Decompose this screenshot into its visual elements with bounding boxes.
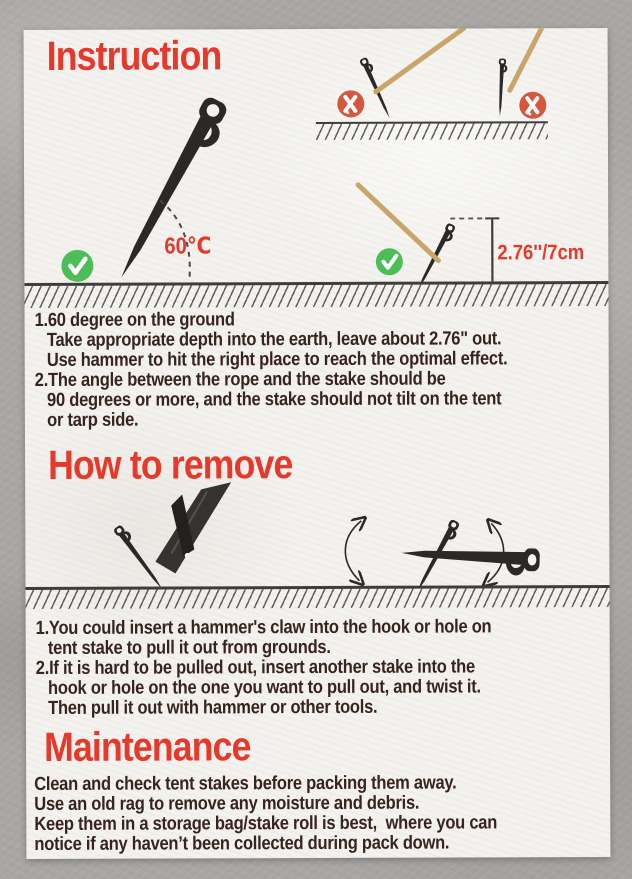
removal-steps	[36, 617, 492, 719]
section-title-remove: How to remove	[47, 441, 293, 488]
step-text: Take appropriate depth into the earth, leave about 2.76" out.	[46, 328, 502, 351]
check-circle-icon	[61, 250, 93, 282]
maintenance-line: notice if any haven’t been collected during pack down.	[34, 832, 450, 855]
check-circle-icon	[376, 248, 403, 275]
correct-depth-diagram	[344, 168, 606, 283]
cross-circle-icon	[519, 92, 546, 119]
maintenance-line: Use an old rag to remove any moisture and debris.	[34, 792, 420, 815]
step-text: 1.60 degree on the ground	[34, 309, 235, 331]
step-text: or tarp side.	[47, 409, 139, 431]
maintenance-line: Clean and check tent stakes before packing them away.	[34, 772, 457, 795]
step-text: Then pull it out with hammer or other tools.	[48, 696, 378, 719]
stake-illustration	[497, 58, 508, 116]
twist-removal-diagram	[325, 496, 580, 589]
cross-circle-icon	[337, 90, 364, 117]
step-text: tent stake to pull it out from grounds.	[47, 636, 331, 659]
stake-illustration	[401, 544, 540, 576]
twist-arrow-icon	[345, 521, 361, 581]
step-text: Use hammer to hit the right place to reach the optimal effect.	[46, 348, 508, 371]
instruction-steps	[35, 309, 508, 431]
step-text: hook or hole on the one you want to pull out, and twist it.	[47, 676, 481, 699]
step-text: 2.If it is hard to be pulled out, insert another stake into the	[35, 656, 475, 679]
stake-illustration	[415, 222, 458, 282]
wrong-angle-diagram	[314, 28, 559, 125]
ground-hatching	[316, 121, 548, 140]
claw-tip-dot	[185, 553, 190, 558]
hammer-handle	[155, 482, 231, 573]
maintenance-line: Keep them in a storage bag/stake roll is best, where you can	[34, 812, 498, 835]
ground-hatching	[25, 585, 609, 609]
section-title-instruction: Instruction	[46, 32, 222, 79]
step-text: 1.You could insert a hammer's claw into the hook or hole on	[35, 616, 492, 639]
rope-illustration	[376, 28, 464, 91]
depth-label: 2.76''/7cm	[497, 241, 585, 265]
step-text: 90 degrees or more, and the stake should not tilt on the tent	[46, 388, 502, 411]
ground-hatching	[24, 281, 608, 308]
hammer-removal-diagram	[95, 477, 335, 590]
section-title-maintenance: Maintenance	[43, 723, 251, 770]
step-text: 2.The angle between the rope and the stake should be	[34, 368, 446, 391]
paper-card	[24, 28, 611, 859]
rope-illustration	[358, 185, 438, 261]
angle-label: 60℃	[164, 232, 212, 259]
rope-illustration	[510, 28, 542, 90]
maintenance-text	[34, 773, 497, 855]
